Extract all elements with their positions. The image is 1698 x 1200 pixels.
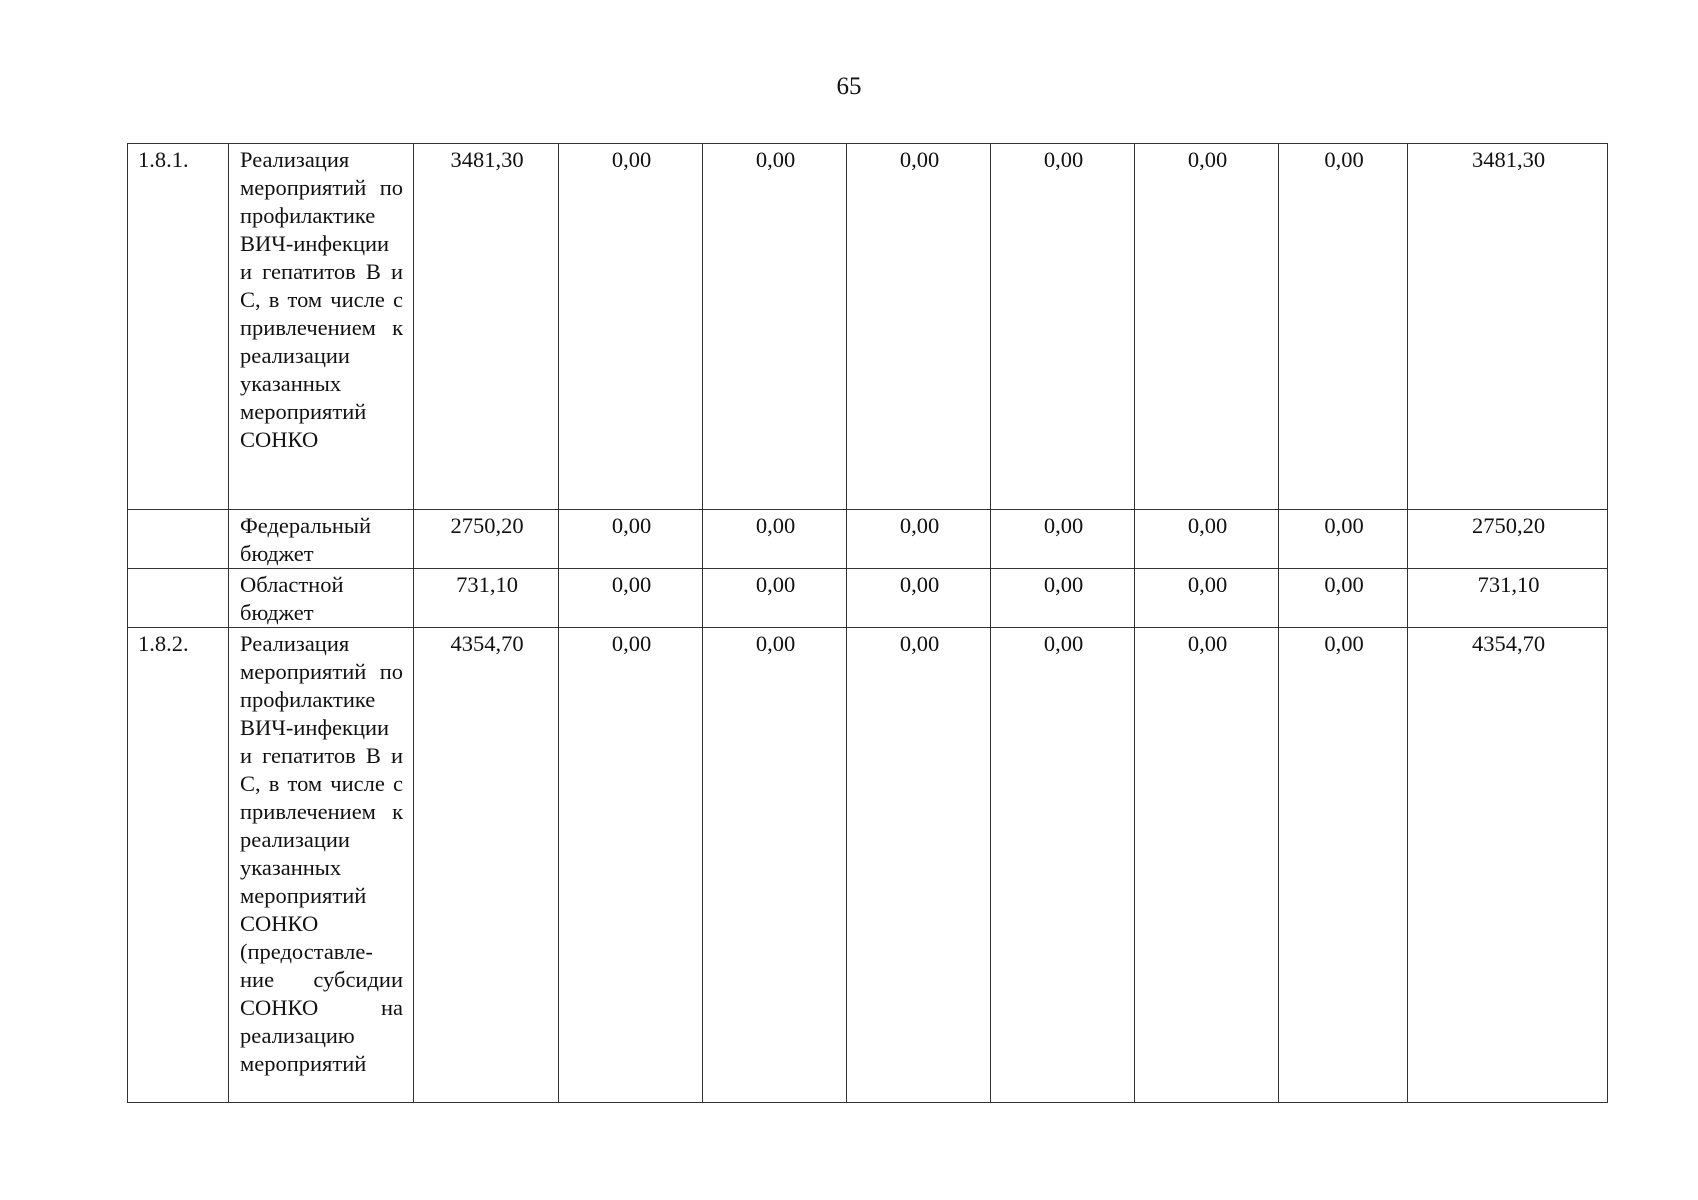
value-cell: 0,00 — [991, 569, 1135, 628]
value-cell: 0,00 — [1279, 628, 1408, 1103]
value-cell: 0,00 — [1279, 569, 1408, 628]
value-cell: 0,00 — [847, 628, 991, 1103]
row-name-cell: Реализация мероприятий по профилактике ВИЧ-инфекции и гепатитов В и С, в том числе с привлечением к реализации указанных мероприятий СОНКО — [229, 144, 414, 510]
value-cell: 0,00 — [847, 510, 991, 569]
value-cell: 0,00 — [991, 510, 1135, 569]
row-code-cell: 1.8.2. — [128, 628, 229, 1103]
row-code-cell: 1.8.1. — [128, 144, 229, 510]
value-cell: 0,00 — [1135, 569, 1279, 628]
value-cell: 0,00 — [1135, 144, 1279, 510]
value-cell: 0,00 — [703, 510, 847, 569]
value-cell: 0,00 — [559, 510, 703, 569]
value-cell: 0,00 — [703, 569, 847, 628]
table-row — [128, 628, 1608, 1103]
row-code-cell — [128, 510, 229, 569]
row-name-cell: Реализация мероприятий по профилактике ВИЧ-инфекции и гепатитов В и С, в том числе с привлечением к реализации указанных мероприятий СОНКО (предоставле-ние субсидии СОНКО на реализацию мероприятий — [229, 628, 414, 1103]
value-cell: 0,00 — [1279, 144, 1408, 510]
table-row — [128, 569, 1608, 628]
value-cell: 0,00 — [559, 569, 703, 628]
table-row — [128, 510, 1608, 569]
value-cell: 0,00 — [991, 144, 1135, 510]
value-cell: 0,00 — [991, 628, 1135, 1103]
value-cell: 0,00 — [703, 144, 847, 510]
total-value-cell: 3481,30 — [1408, 144, 1608, 510]
value-cell: 0,00 — [559, 144, 703, 510]
value-cell: 731,10 — [414, 569, 559, 628]
row-name-cell: Федеральный бюджет — [229, 510, 414, 569]
total-value-cell: 2750,20 — [1408, 510, 1608, 569]
value-cell: 0,00 — [1135, 628, 1279, 1103]
value-cell: 3481,30 — [414, 144, 559, 510]
budget-table — [127, 143, 1608, 1103]
row-name-cell: Областной бюджет — [229, 569, 414, 628]
table-row — [128, 144, 1608, 510]
total-value-cell: 4354,70 — [1408, 628, 1608, 1103]
value-cell: 0,00 — [703, 628, 847, 1103]
value-cell: 2750,20 — [414, 510, 559, 569]
value-cell: 0,00 — [1135, 510, 1279, 569]
total-value-cell: 731,10 — [1408, 569, 1608, 628]
value-cell: 0,00 — [847, 569, 991, 628]
value-cell: 0,00 — [847, 144, 991, 510]
value-cell: 4354,70 — [414, 628, 559, 1103]
page-number: 65 — [836, 73, 862, 100]
value-cell: 0,00 — [1279, 510, 1408, 569]
row-code-cell — [128, 569, 229, 628]
value-cell: 0,00 — [559, 628, 703, 1103]
